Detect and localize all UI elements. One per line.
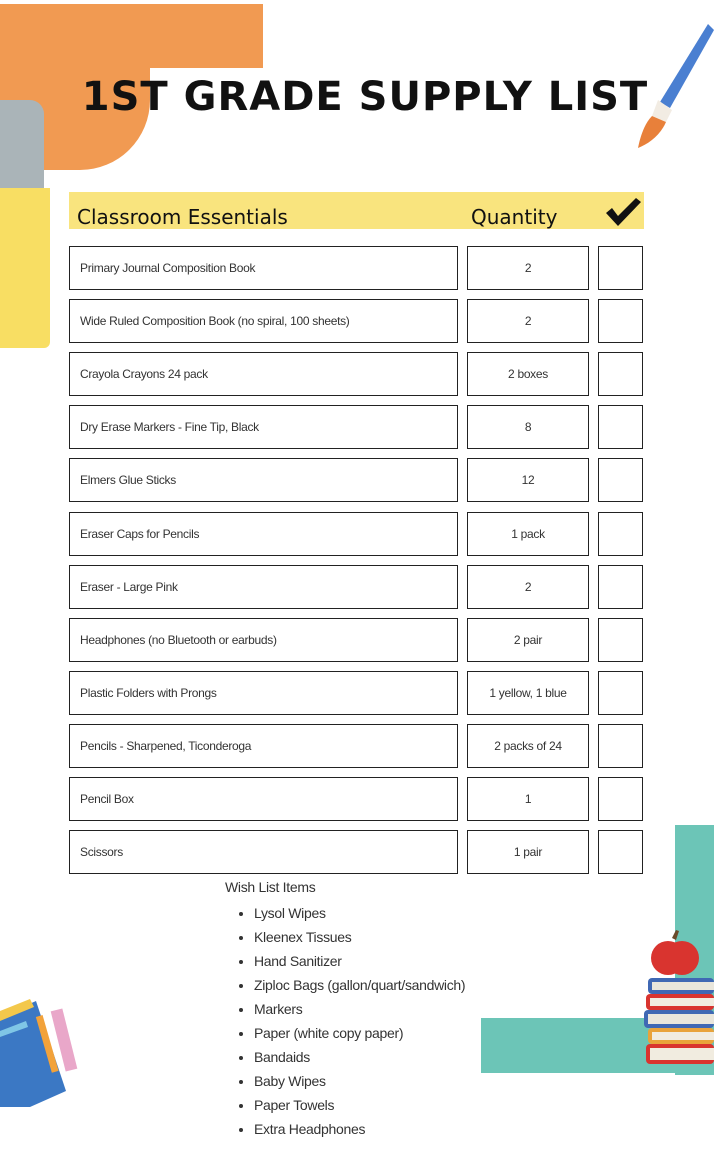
table-row [0, 512, 714, 556]
checkbox[interactable] [598, 671, 643, 715]
checkbox[interactable] [598, 512, 643, 556]
table-row [0, 618, 714, 662]
checkbox[interactable] [598, 565, 643, 609]
item-cell [69, 565, 458, 609]
quantity-cell [467, 671, 589, 715]
item-quantity: 2 [524, 314, 532, 328]
notebook-pencil-ruler-icon [0, 995, 92, 1115]
item-name: Crayola Crayons 24 pack [80, 367, 208, 381]
item-cell [69, 352, 458, 396]
table-row [0, 671, 714, 715]
item-name: Scissors [80, 845, 123, 859]
wish-list-item: • Ziploc Bags (gallon/quart/sandwich) [254, 974, 465, 998]
item-cell [69, 458, 458, 502]
table-row [0, 246, 714, 290]
item-cell [69, 299, 458, 343]
checkbox[interactable] [598, 618, 643, 662]
books-apple-icon [642, 928, 714, 1072]
item-quantity: 1 [524, 792, 532, 806]
item-name: Elmers Glue Sticks [80, 473, 176, 487]
item-quantity: 8 [524, 420, 532, 434]
quantity-cell [467, 830, 589, 874]
item-quantity: 2 [524, 580, 532, 594]
wish-list-item: • Hand Sanitizer [254, 950, 465, 974]
wish-list-item: • Kleenex Tissues [254, 926, 465, 950]
checkbox[interactable] [598, 777, 643, 821]
table-row [0, 565, 714, 609]
classroom-essentials-heading: Classroom Essentials [77, 205, 288, 229]
item-name: Eraser Caps for Pencils [80, 527, 200, 541]
wish-list-item: • Markers [254, 998, 465, 1022]
wish-list-item: • Paper (white copy paper) [254, 1022, 465, 1046]
item-quantity: 2 boxes [508, 367, 548, 381]
checkbox[interactable] [598, 458, 643, 502]
quantity-cell [467, 724, 589, 768]
item-cell [69, 830, 458, 874]
quantity-cell [467, 405, 589, 449]
item-name: Eraser - Large Pink [80, 580, 178, 594]
item-name: Primary Journal Composition Book [80, 261, 256, 275]
item-cell [69, 618, 458, 662]
item-quantity: 1 pack [511, 527, 545, 541]
item-quantity: 2 [524, 261, 532, 275]
quantity-cell [467, 299, 589, 343]
wish-list [226, 902, 465, 1142]
table-row [0, 458, 714, 502]
item-cell [69, 246, 458, 290]
page-title: 1ST GRADE SUPPLY LIST [81, 74, 649, 120]
item-cell [69, 724, 458, 768]
quantity-cell [467, 458, 589, 502]
table-row [0, 724, 714, 768]
item-cell [69, 405, 458, 449]
quantity-cell [467, 777, 589, 821]
quantity-cell [467, 565, 589, 609]
item-quantity: 12 [521, 473, 535, 487]
wish-list-item: • Lysol Wipes [254, 902, 465, 926]
quantity-cell [467, 618, 589, 662]
table-row [0, 352, 714, 396]
checkbox[interactable] [598, 405, 643, 449]
wish-list-item: • Extra Headphones [254, 1118, 465, 1142]
item-name: Pencil Box [80, 792, 134, 806]
wish-list-item: • Baby Wipes [254, 1070, 465, 1094]
item-name: Headphones (no Bluetooth or earbuds) [80, 633, 277, 647]
table-row [0, 830, 714, 874]
checkbox[interactable] [598, 246, 643, 290]
quantity-cell [467, 246, 589, 290]
item-name: Dry Erase Markers - Fine Tip, Black [80, 420, 259, 434]
table-row [0, 777, 714, 821]
table-row [0, 405, 714, 449]
checkbox[interactable] [598, 830, 643, 874]
checkmark-icon [604, 196, 642, 228]
checkbox[interactable] [598, 299, 643, 343]
item-quantity: 2 packs of 24 [494, 739, 562, 753]
table-row [0, 299, 714, 343]
item-cell [69, 671, 458, 715]
quantity-cell [467, 352, 589, 396]
wish-list-item: • Bandaids [254, 1046, 465, 1070]
item-quantity: 2 pair [513, 633, 543, 647]
quantity-cell [467, 512, 589, 556]
checkbox[interactable] [598, 352, 643, 396]
item-quantity: 1 yellow, 1 blue [489, 686, 567, 700]
wish-list-title: Wish List Items [225, 879, 316, 895]
checkbox[interactable] [598, 724, 643, 768]
wish-list-item: • Paper Towels [254, 1094, 465, 1118]
item-name: Pencils - Sharpened, Ticonderoga [80, 739, 252, 753]
item-name: Wide Ruled Composition Book (no spiral, 100 sheets) [80, 314, 350, 328]
item-cell [69, 512, 458, 556]
item-quantity: 1 pair [513, 845, 543, 859]
item-cell [69, 777, 458, 821]
item-name: Plastic Folders with Prongs [80, 686, 217, 700]
quantity-heading: Quantity [471, 205, 558, 229]
